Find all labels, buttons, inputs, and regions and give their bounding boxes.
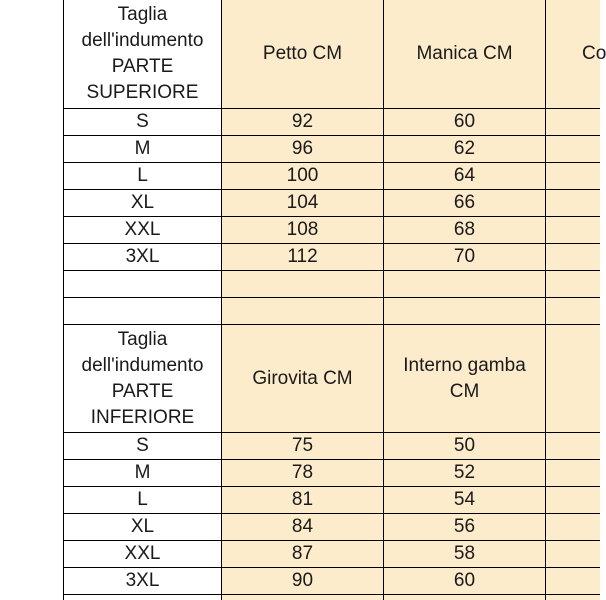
chest-cell: 112 [287, 246, 318, 267]
chest-cell: 104 [286, 192, 319, 213]
size-cell: L [137, 165, 148, 186]
size-cell: L [137, 489, 148, 510]
header-sleeve: Manica CM [416, 43, 513, 64]
sleeve-cell: 68 [453, 219, 476, 240]
chest-cell: 92 [291, 111, 314, 132]
size-cell: XXL [124, 543, 161, 564]
inseam-cell: 60 [453, 570, 476, 591]
header-inseam: Interno gamba CM [403, 354, 526, 402]
size-cell: S [136, 111, 149, 132]
chest-cell: 108 [286, 219, 319, 240]
waist-cell: 81 [291, 489, 314, 510]
header-partial: Co [582, 43, 606, 64]
waist-cell: 90 [291, 570, 314, 591]
grid-line [63, 270, 600, 271]
sleeve-cell: 60 [453, 111, 476, 132]
header-chest: Petto CM [262, 43, 343, 64]
grid-line [63, 594, 600, 595]
size-cell: 3XL [125, 570, 160, 591]
inseam-cell: 54 [453, 489, 476, 510]
waist-cell: 75 [291, 435, 314, 456]
waist-cell: 84 [291, 516, 314, 537]
size-cell: XL [130, 192, 155, 213]
waist-cell: 78 [291, 462, 314, 483]
sleeve-cell: 64 [453, 165, 476, 186]
header-size-lower: Taglia dell'indumento PARTE INFERIORE [81, 328, 204, 428]
header-waist: Girovita CM [252, 367, 353, 389]
size-cell: XXL [124, 219, 161, 240]
sleeve-cell: 66 [453, 192, 476, 213]
inseam-cell: 50 [453, 435, 476, 456]
size-cell: M [134, 138, 151, 159]
size-cell: M [134, 462, 151, 483]
inseam-cell: 58 [453, 543, 476, 564]
sleeve-cell: 62 [453, 138, 476, 159]
sleeve-cell: 70 [453, 246, 476, 267]
chest-cell: 96 [291, 138, 314, 159]
header-size-upper: Taglia dell'indumento PARTE SUPERIORE [81, 4, 204, 103]
waist-cell: 87 [291, 543, 314, 564]
inseam-cell: 56 [453, 516, 476, 537]
chest-cell: 100 [286, 165, 319, 186]
grid-line [63, 297, 600, 298]
size-cell: XL [130, 516, 155, 537]
size-cell: S [136, 435, 149, 456]
size-cell: 3XL [125, 246, 160, 267]
inseam-cell: 52 [453, 462, 476, 483]
